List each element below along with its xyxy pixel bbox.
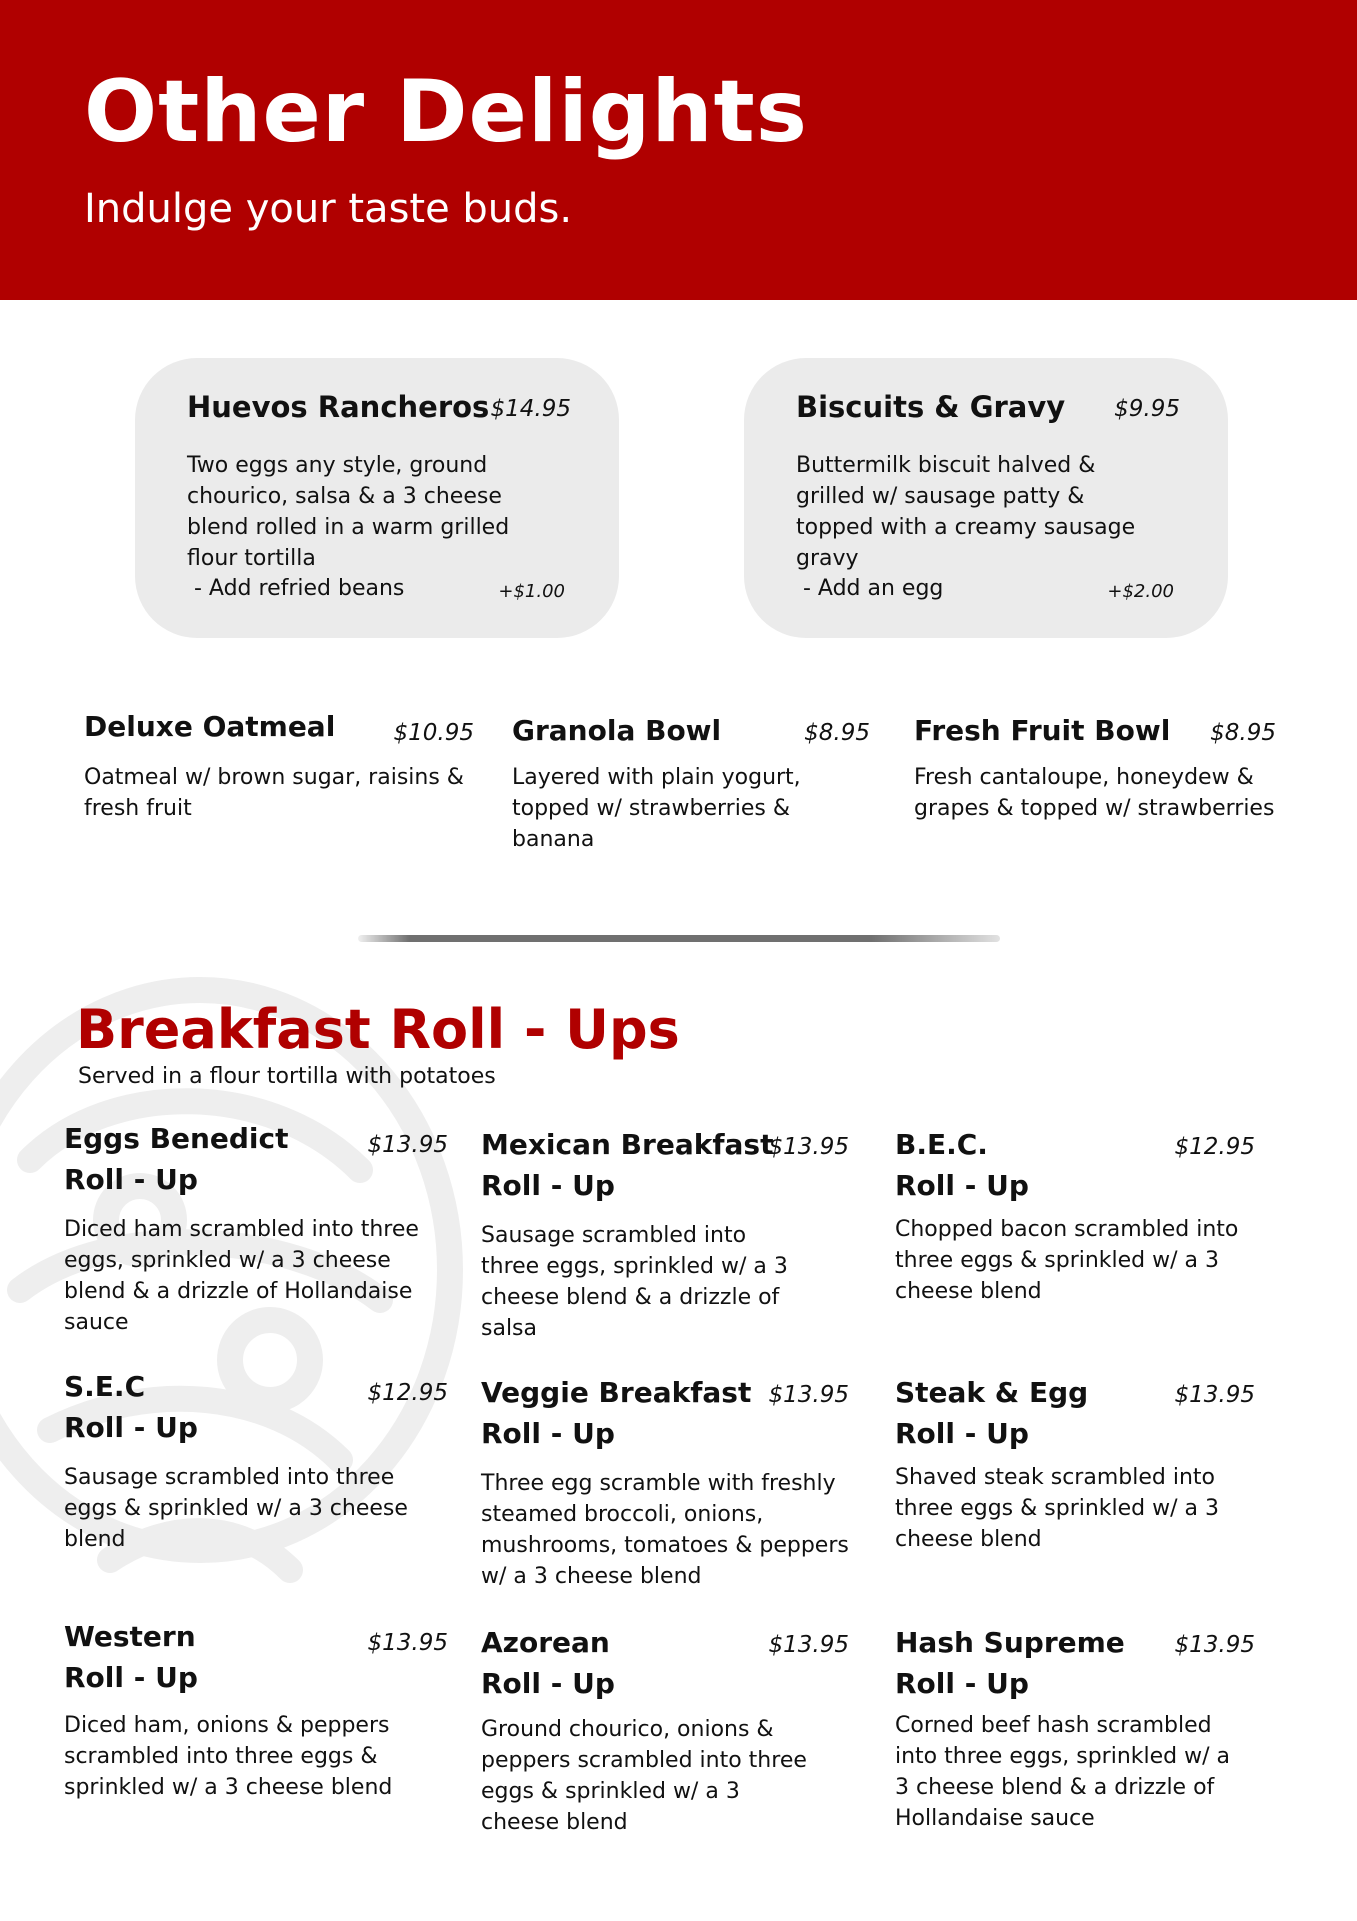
- item-name-line1: S.E.C: [64, 1370, 146, 1403]
- menu-item-bec-roll-up: [895, 1124, 1255, 1324]
- item-name: Deluxe Oatmeal: [84, 710, 336, 743]
- item-name-line2: Roll - Up: [64, 1661, 198, 1694]
- section-subtitle: Served in a flour tortilla with potatoes: [78, 1064, 496, 1089]
- page-subtitle: Indulge your taste buds.: [84, 186, 573, 232]
- item-price: $13.95: [1174, 1632, 1255, 1658]
- menu-item-azorean-roll-up: [481, 1622, 849, 1852]
- menu-card-biscuits-gravy: [744, 358, 1228, 638]
- item-price: $13.95: [768, 1382, 849, 1408]
- item-name: Biscuits & Gravy: [796, 390, 1066, 424]
- item-name-line2: Roll - Up: [64, 1411, 198, 1444]
- item-price: $13.95: [768, 1134, 849, 1160]
- item-name-line2: Roll - Up: [895, 1667, 1029, 1700]
- item-name: [481, 1372, 751, 1454]
- item-description: Shaved steak scrambled into three eggs & sprinkled w/ a 3 cheese blend: [895, 1465, 1220, 1552]
- item-description: Oatmeal w/ brown sugar, raisins & fresh fruit: [84, 765, 464, 821]
- item-name-line1: B.E.C.: [895, 1128, 988, 1161]
- menu-item-sec-roll-up: [64, 1366, 448, 1566]
- item-name: Granola Bowl: [512, 714, 722, 747]
- menu-item-hash-supreme-roll-up: [895, 1622, 1255, 1852]
- item-name: Huevos Rancheros: [187, 390, 490, 424]
- item-name-line2: Roll - Up: [481, 1169, 615, 1202]
- item-name-line1: Eggs Benedict: [64, 1122, 289, 1155]
- item-name: [895, 1124, 1029, 1206]
- item-addon-price: +$2.00: [1107, 581, 1174, 602]
- item-price: $8.95: [1210, 720, 1276, 746]
- item-price: $13.95: [367, 1630, 448, 1656]
- item-name-line1: Steak & Egg: [895, 1376, 1089, 1409]
- item-description: Buttermilk biscuit halved & grilled w/ sausage patty & topped with a creamy sausage gravy: [796, 453, 1136, 571]
- item-price: $13.95: [768, 1632, 849, 1658]
- item-addon: - Add refried beans: [187, 576, 405, 601]
- item-description: Two eggs any style, ground chourico, salsa & a 3 cheese blend rolled in a warm grilled flour tortilla: [187, 453, 510, 571]
- item-description: Chopped bacon scrambled into three eggs & sprinkled w/ a 3 cheese blend: [895, 1217, 1239, 1304]
- item-name: [64, 1366, 198, 1448]
- menu-item-deluxe-oatmeal: [84, 706, 474, 846]
- section-title: Breakfast Roll - Ups: [76, 998, 680, 1061]
- item-description: Ground chourico, onions & peppers scrambled into three eggs & sprinkled w/ a 3 cheese blend: [481, 1717, 807, 1835]
- menu-item-fresh-fruit-bowl: [914, 710, 1276, 830]
- item-addon-price: +$1.00: [498, 581, 565, 602]
- menu-item-veggie-breakfast-roll-up: [481, 1372, 849, 1602]
- item-description: Three egg scramble with freshly steamed broccoli, onions, mushrooms, tomatoes & peppers w/ a 3 cheese blend: [481, 1471, 849, 1589]
- item-name-line2: Roll - Up: [481, 1417, 615, 1450]
- item-price: $10.95: [393, 720, 474, 746]
- item-name: [895, 1622, 1125, 1704]
- item-name: [481, 1124, 773, 1206]
- item-name-line1: Mexican Breakfast: [481, 1128, 774, 1161]
- item-name: [481, 1622, 615, 1704]
- item-price: $13.95: [1174, 1382, 1255, 1408]
- menu-item-mexican-breakfast-roll-up: [481, 1124, 849, 1341]
- item-name: [64, 1616, 198, 1698]
- item-description: Diced ham, onions & peppers scrambled into three eggs & sprinkled w/ a 3 cheese blend: [64, 1713, 393, 1800]
- menu-item-eggs-benedict-roll-up: [64, 1118, 448, 1338]
- item-price: $9.95: [1114, 396, 1180, 422]
- item-name-line2: Roll - Up: [481, 1667, 615, 1700]
- item-name-line1: Hash Supreme: [895, 1626, 1125, 1659]
- page-title: Other Delights: [84, 62, 808, 162]
- section-divider: [358, 935, 1000, 942]
- item-description: Sausage scrambled into three eggs, sprinkled w/ a 3 cheese blend & a drizzle of salsa: [481, 1223, 788, 1341]
- item-price: $12.95: [1174, 1134, 1255, 1160]
- menu-item-granola-bowl: [512, 710, 870, 860]
- item-price: $14.95: [490, 396, 571, 422]
- item-name-line2: Roll - Up: [895, 1169, 1029, 1202]
- menu-item-steak-egg-roll-up: [895, 1372, 1255, 1572]
- item-description: Sausage scrambled into three eggs & sprinkled w/ a 3 cheese blend: [64, 1465, 408, 1552]
- item-addon: - Add an egg: [796, 576, 944, 601]
- item-name-line1: Western: [64, 1620, 196, 1653]
- item-name-line2: Roll - Up: [895, 1417, 1029, 1450]
- item-name-line1: Azorean: [481, 1626, 610, 1659]
- item-name: [64, 1118, 289, 1200]
- item-name: Fresh Fruit Bowl: [914, 714, 1171, 747]
- item-name: [895, 1372, 1088, 1454]
- item-description: Diced ham scrambled into three eggs, sprinkled w/ a 3 cheese blend & a drizzle of Hollandaise sauce: [64, 1217, 419, 1335]
- item-description: Layered with plain yogurt, topped w/ strawberries & banana: [512, 765, 801, 852]
- header-banner: [0, 0, 1357, 300]
- item-price: $13.95: [367, 1132, 448, 1158]
- item-price: $12.95: [367, 1380, 448, 1406]
- menu-card-huevos-rancheros: [135, 358, 619, 638]
- menu-item-western-roll-up: [64, 1616, 448, 1816]
- item-name-line2: Roll - Up: [64, 1163, 198, 1196]
- item-description: Fresh cantaloupe, honeydew & grapes & topped w/ strawberries: [914, 765, 1275, 821]
- item-price: $8.95: [804, 720, 870, 746]
- item-description: Corned beef hash scrambled into three eggs, sprinkled w/ a 3 cheese blend & a drizzle of Hollandaise sauce: [895, 1713, 1230, 1831]
- item-name-line1: Veggie Breakfast: [481, 1376, 752, 1409]
